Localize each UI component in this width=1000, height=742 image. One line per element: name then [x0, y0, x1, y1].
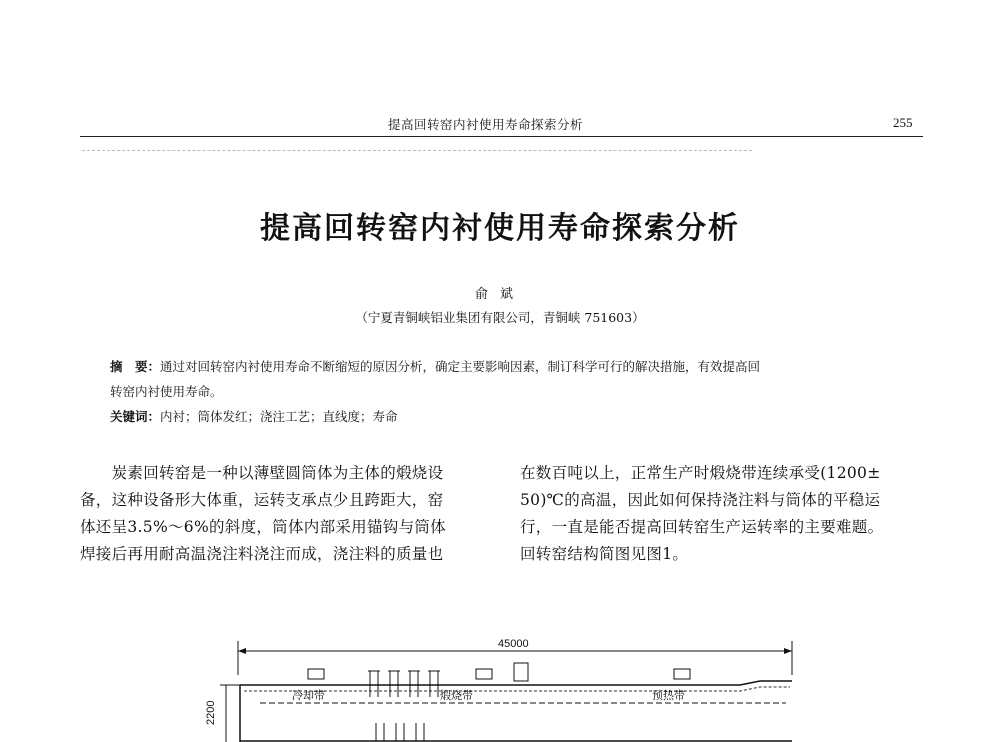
- anchor-6: [396, 723, 404, 741]
- support-block-2: [476, 669, 492, 679]
- anchor-4: [428, 671, 440, 697]
- keywords-text: 内衬；筒体发红；浇注工艺；直线度；寿命: [160, 409, 398, 424]
- body-col2-line3: 行，一直是能否提高回转窑生产运转率的主要难题。: [520, 518, 884, 536]
- body-col1-line3: 体还呈3.5%～6%的斜度，筒体内部采用锚钩与筒体: [80, 518, 446, 536]
- lining-top: [244, 687, 790, 691]
- zone-label-calcining: 煅烧带: [440, 690, 473, 702]
- keywords: [110, 407, 398, 425]
- body-col2-line4: 回转窑结构简图见图1。: [520, 545, 689, 563]
- anchor-3: [408, 671, 420, 697]
- article-title: 提高回转窑内衬使用寿命探索分析: [260, 211, 740, 246]
- burner-port: [514, 663, 528, 681]
- page-number: 255: [893, 115, 913, 130]
- anchor-5: [376, 723, 384, 741]
- affiliation: （宁夏青铜峡铝业集团有限公司，青铜峡 751603）: [355, 310, 645, 325]
- author: 俞斌: [474, 287, 525, 302]
- zone-label-preheating: 预热带: [652, 690, 685, 702]
- kiln-shell-top: [240, 681, 792, 685]
- kiln-structure-figure: [200, 625, 810, 742]
- abstract: [110, 357, 760, 375]
- body-col1-line1: 炭素回转窑是一种以薄壁圆筒体为主体的煅烧设: [80, 464, 444, 482]
- running-title: 提高回转窑内衬使用寿命探索分析: [388, 117, 584, 132]
- body-col2-line2: 50)℃的高温，因此如何保持浇注料与筒体的平稳运: [520, 491, 881, 509]
- anchor-1: [368, 671, 380, 697]
- abstract-text-line1: 通过对回转窑内衬使用寿命不断缩短的原因分析，确定主要影响因素，制订科学可行的解决措施，有效提高回: [160, 359, 761, 374]
- header-rule-faint: [82, 150, 752, 151]
- body-col1-line4: 焊接后再用耐高温浇注料浇注而成，浇注料的质量也: [80, 545, 444, 563]
- dimension-arrow-right: [784, 648, 792, 654]
- length-label: 45000: [498, 638, 529, 650]
- body-col1-line2: 备，这种设备形大体重，运转支承点少且跨距大，窑: [80, 491, 444, 509]
- keywords-label: 关键词：: [110, 409, 161, 424]
- abstract-label: 摘 要：: [110, 359, 161, 374]
- zone-label-cooling: 冷却带: [292, 690, 325, 702]
- anchor-2: [388, 671, 400, 697]
- body-col2-line1: 在数百吨以上，正常生产时煅烧带连续承受(1200±: [520, 464, 881, 482]
- support-block-3: [674, 669, 690, 679]
- support-block-1: [308, 669, 324, 679]
- kiln-diagram: [200, 625, 810, 742]
- anchor-7: [416, 723, 424, 741]
- abstract-text-line2: 转窑内衬使用寿命。: [110, 384, 223, 399]
- dimension-arrow-left: [238, 648, 246, 654]
- diameter-label: 2200: [205, 700, 217, 725]
- header-rule: [80, 136, 923, 137]
